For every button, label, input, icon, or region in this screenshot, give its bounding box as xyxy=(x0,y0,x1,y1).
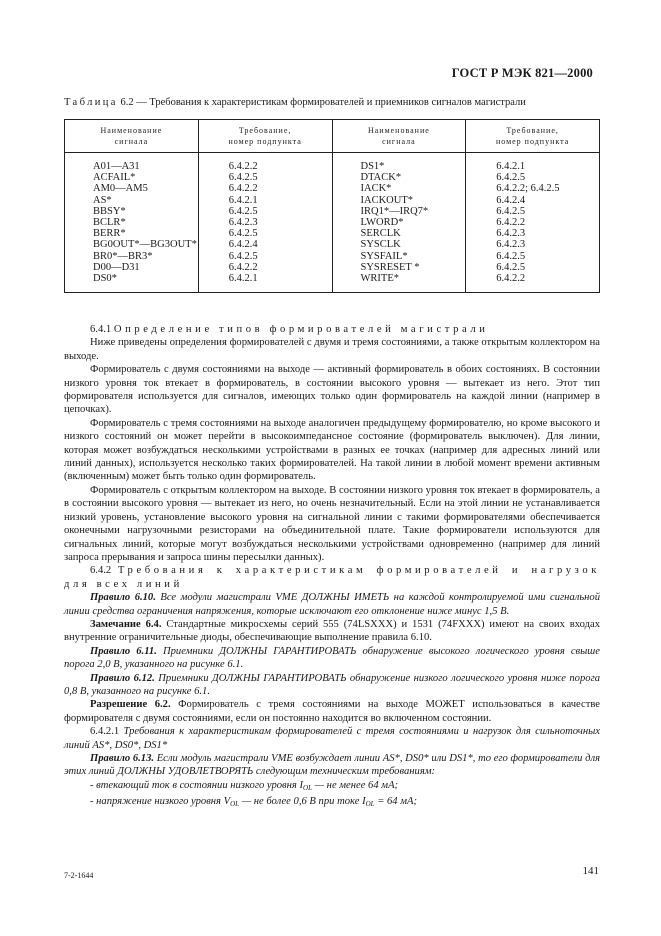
requirement-number: 6.4.2.2 xyxy=(496,216,526,228)
signal-name: BERR* xyxy=(93,228,126,240)
right-signals-column xyxy=(332,153,466,293)
requirement-number: 6.4.2.1 xyxy=(496,161,526,172)
paragraph: Формирователь с двумя состояниями на выходе — активный формирователь в обоих состояниях. В состоянии низкого уровня ток втекает в формирователь, в состоянии высокого уровня — вытекает из него. Этот тип формирователя используется для сигналов, имеющих только один формирователь на каждой линии (например в цепочках). xyxy=(64,364,600,416)
requirement-number: 6.4.2.2 xyxy=(228,183,258,195)
requirement-number: 6.4.2.5 xyxy=(228,228,258,240)
requirement-number: 6.4.2.2 xyxy=(228,261,258,273)
rule-6-13: Правило 6.13. Если модуль магистрали VME возбуждает линии AS*, DS0* или DS1*, то его формирователи для этих линий ДОЛЖНЫ УДОВЛЕТВОРЯТЬ следующим техническим требованиям: xyxy=(64,753,600,778)
signal-name: WRITE* xyxy=(360,272,399,284)
requirement-number: 6.4.2.5 xyxy=(496,261,526,273)
header-requirement-right: Требование, номер подпункта xyxy=(466,120,600,153)
caption-label: Таблица xyxy=(64,97,118,108)
signal-name: DS0* xyxy=(93,272,117,284)
paragraph: Формирователь с тремя состояниями на выходе аналогичен предыдущему формирователю, но кроме высокого и низкого состояний он может перейти в высокоимпедансное состояние (формирователь выключен). Для линии, которая может возбуждаться несколькими устройствами в разных ее точках (например для адресных линий или линий данных), используется несколько таких формирователей. На такой линии в любой момент времени активным (включенным) может быть только один формирователь. xyxy=(64,417,600,483)
rule-6-12: Правило 6.12. Приемники ДОЛЖНЫ ГАРАНТИРОВАТЬ обнаружение низкого логического уровня ниже порога 0,8 В, указанного на рисунке 6.1. xyxy=(64,672,600,697)
requirement-number: 6.4.2.4 xyxy=(228,239,258,251)
table-header-row xyxy=(65,120,600,153)
left-signals-column xyxy=(65,153,199,293)
table-body-row xyxy=(65,153,600,293)
caption-number: 6.2 xyxy=(117,97,134,108)
requirement-number: 6.4.2.2; 6.4.2.5 xyxy=(496,183,560,195)
rule-6-11: Правило 6.11. Приемники ДОЛЖНЫ ГАРАНТИРОВАТЬ обнаружение высокого логического уровня свыше порога 2,0 В, указанного на рисунке 6.1. xyxy=(64,645,600,671)
caption-text: — Требования к характеристикам формирователей и приемников сигналов магистрали xyxy=(133,97,526,108)
table-caption xyxy=(64,97,604,108)
list-item: - напряжение низкого уровня $V_{OL}$ — не более 0,6 В при токе $I_{OL} = 64$ мА; xyxy=(90,796,417,809)
requirement-number: 6.4.2.3 xyxy=(496,239,526,251)
rule-6-10: Правило 6.10. Все модули магистрали VME ДОЛЖНЫ ИМЕТЬ на каждой контролируемой ими сигнальной линии средства ограничения напряжения, которые исключают его отклонение ниже минус 1,5 В. xyxy=(64,592,601,617)
signal-name: ACFAIL* xyxy=(93,172,136,184)
header-requirement-left: Требование, номер подпункта xyxy=(198,120,332,153)
section-6-4-1-heading: 6.4.1 Определение типов формирователей магистрали xyxy=(90,324,489,335)
print-code: 7-2-1644 xyxy=(64,871,94,880)
requirement-number: 6.4.2.5 xyxy=(228,172,258,184)
requirement-number: 6.4.2.2 xyxy=(228,161,258,172)
requirement-number: 6.4.2.5 xyxy=(496,250,526,262)
header-signal-name-right: Наименование сигнала xyxy=(332,120,466,153)
signal-name: DS1* xyxy=(360,161,385,172)
requirement-number: 6.4.2.5 xyxy=(228,205,258,217)
body-text xyxy=(64,323,600,812)
requirement-number: 6.4.2.2 xyxy=(496,272,526,284)
signal-name: D00—D31 xyxy=(93,261,140,273)
paragraph: Формирователь с открытым коллектором на выходе. В состоянии низкого уровня ток втекает в формирователь, а в состоянии высокого уровня — вытекает из него, но очень незначительный. Если на этой линии не устанавливается низкий уровень, установление высокого уровня на сигнальной линии с такими формирователями обеспечивается оконечными нагрузочными резисторами на объединительной плате. Такие формирователи используются для сигнальных линий, которые могут возбуждаться несколькими устройствами одновременно (например для линий запроса прерывания и запроса шины пересылки данных). xyxy=(64,484,600,563)
header-signal-name-left: Наименование сигнала xyxy=(65,120,199,153)
signal-name: IACK* xyxy=(360,183,392,195)
signal-name: LWORD* xyxy=(360,216,404,228)
signal-name: SYSFAIL* xyxy=(360,250,408,262)
note-6-4: Замечание 6.4. Стандартные микросхемы серий 555 (74LSXXX) и 1531 (74FXXX) имеют на своих входах внутренние ограничительные диоды, обеспечивающие выполнение правила 6.10. xyxy=(64,618,600,644)
requirement-number: 6.4.2.1 xyxy=(228,194,258,206)
section-6-4-2-heading: 6.4.2 Требования к характеристикам формирователей и нагрузок для всех линий xyxy=(64,565,600,590)
page-number: 141 xyxy=(582,865,599,877)
signal-name: AS* xyxy=(93,194,112,206)
permission-6-2: Разрешение 6.2. Формирователь с тремя состояниями на выходе МОЖЕТ использоваться в качестве формирователя с двумя состояниями, если он постоянно находится во включенном состоянии. xyxy=(64,699,600,724)
requirement-number: 6.4.2.1 xyxy=(228,272,258,284)
signal-name: SYSRESET * xyxy=(360,261,420,273)
requirement-number: 6.4.2.5 xyxy=(496,172,526,184)
signal-name: IACKOUT* xyxy=(360,194,413,206)
paragraph: Ниже приведены определения формирователей с двумя и тремя состояниями, а также открытым коллектором на выходе. xyxy=(64,337,600,362)
section-6-4-2-1: 6.4.2.1 Требования к характеристикам формирователей с тремя состояниями и нагрузок для сильноточных линий AS*, DS0*, DS1* xyxy=(64,726,600,751)
signal-name: DTACK* xyxy=(360,172,402,184)
signal-name: IRQ1*—IRQ7* xyxy=(360,205,429,217)
section-6-4-1-title: Определение типов формирователей магистрали xyxy=(113,324,489,335)
requirement-number: 6.4.2.3 xyxy=(228,216,258,228)
signal-name: BG0OUT*—BG3OUT* xyxy=(93,239,197,251)
requirement-number: 6.4.2.5 xyxy=(228,250,258,262)
section-6-4-2-title: Требования к характеристикам формирователей и нагрузок для всех линий xyxy=(64,565,600,590)
right-requirements-column xyxy=(466,153,600,293)
requirements-table xyxy=(64,119,600,293)
signal-name: BCLR* xyxy=(93,216,126,228)
left-requirements-column xyxy=(198,153,332,293)
signal-name: A01—A31 xyxy=(93,161,140,172)
requirement-number: 6.4.2.3 xyxy=(496,228,526,240)
document-header: ГОСТ Р МЭК 821—2000 xyxy=(451,66,593,80)
requirement-number: 6.4.2.5 xyxy=(496,205,526,217)
signal-name: AM0—AM5 xyxy=(93,183,148,195)
signal-name: SYSCLK xyxy=(360,239,401,251)
list-item: - втекающий ток в состоянии низкого уровня $I_{OL}$ — не менее 64 мА; xyxy=(90,779,399,792)
signal-name: BR0*—BR3* xyxy=(93,250,153,262)
requirement-number: 6.4.2.4 xyxy=(496,194,526,206)
signal-name: BBSY* xyxy=(93,205,126,217)
signal-name: SERCLK xyxy=(360,228,401,240)
